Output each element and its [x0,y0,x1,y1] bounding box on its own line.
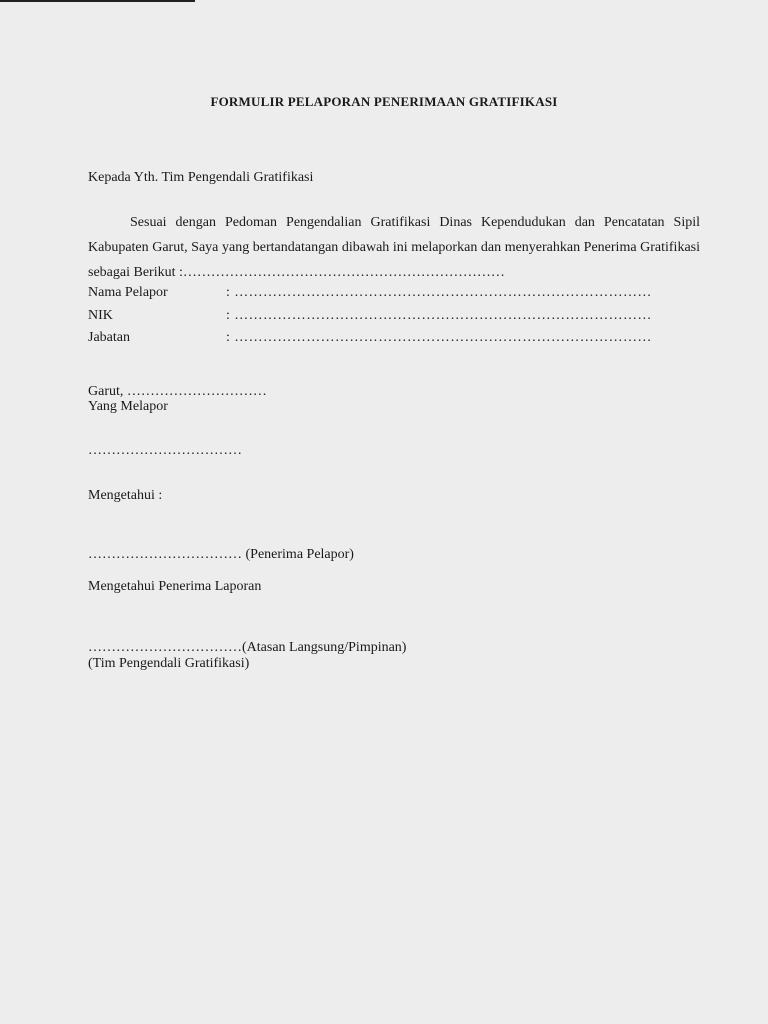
receiver-signature-line[interactable]: …………………………… (Penerima Pelapor) [88,547,354,562]
acknowledge-label: Mengetahui : [88,488,163,503]
place-date-line[interactable]: Garut, ………………………… [88,384,267,399]
scan-edge-line [0,0,195,2]
form-title: FORMULIR PELAPORAN PENERIMAAN GRATIFIKASI [210,94,558,109]
recipient-line: Kepada Yth. Tim Pengendali Gratifikasi [88,170,314,185]
field-value-nama-pelapor[interactable]: : …………………………………………………………………………… [226,285,652,300]
reporter-label: Yang Melapor [88,399,168,414]
field-label-nama-pelapor: Nama Pelapor [88,285,168,300]
intro-paragraph-text: Sesuai dengan Pedoman Pengendalian Gratifikasi Dinas Kependudukan dan Pencatatan Sipil Kabupaten Garut, Saya yang bertandatangan dibawah ini melaporkan dan menyerahkan Penerima Gratifikasi sebagai Berikut :…………………………………………………………… [88,215,700,280]
field-label-nik: NIK [88,308,113,323]
field-value-nik[interactable]: : …………………………………………………………………………… [226,308,652,323]
team-label: (Tim Pengendali Gratifikasi) [88,656,250,671]
field-value-jabatan[interactable]: : …………………………………………………………………………… [226,330,652,345]
acknowledge-receiver-label: Mengetahui Penerima Laporan [88,579,262,594]
field-label-jabatan: Jabatan [88,330,130,345]
reporter-signature-line[interactable]: …………………………… [88,443,242,458]
supervisor-signature-line[interactable]: ……………………………(Atasan Langsung/Pimpinan) [88,640,407,655]
intro-paragraph [88,210,700,285]
